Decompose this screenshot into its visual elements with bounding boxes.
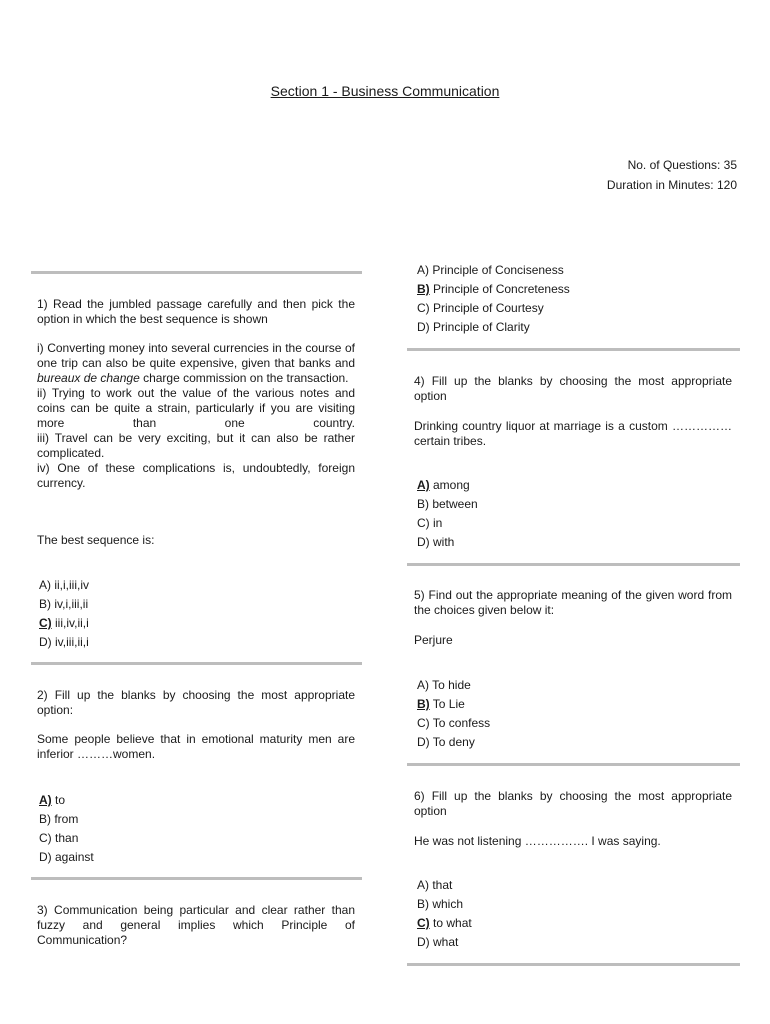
option-text: iv,i,iii,ii — [51, 597, 89, 611]
answer-option[interactable] — [417, 514, 735, 533]
answer-option[interactable] — [417, 933, 735, 952]
question-1-options — [39, 576, 357, 652]
option-letter: D) — [39, 850, 52, 864]
question-3-prompt: 3) Communication being particular and clear rather than fuzzy and general implies which Principle of Communication? — [37, 903, 355, 947]
option-text: iii,iv,ii,i — [51, 616, 89, 630]
question-5 — [414, 588, 732, 648]
question-2-sentence: Some people believe that in emotional maturity men are inferior ………women. — [37, 732, 355, 761]
option-letter: A) — [39, 793, 52, 807]
option-letter: D) — [417, 735, 430, 749]
question-3 — [37, 903, 355, 948]
option-text: from — [51, 812, 79, 826]
question-6-sentence: He was not listening ……………. I was saying. — [414, 834, 661, 848]
answer-option[interactable] — [39, 576, 357, 595]
divider — [407, 563, 740, 566]
answer-option[interactable] — [417, 299, 735, 318]
option-text: to — [51, 793, 66, 807]
divider — [31, 662, 362, 665]
option-text: To Lie — [429, 697, 465, 711]
answer-option[interactable] — [417, 495, 735, 514]
option-text: to what — [429, 916, 472, 930]
option-text: Principle of Courtesy — [429, 301, 544, 315]
option-text: To hide — [429, 678, 471, 692]
answer-option[interactable] — [417, 695, 735, 714]
question-2-options — [39, 791, 357, 867]
passage-i: i) Converting money into several currencies in the course of one trip can also be quite expensive, given that banks and bureaux de change charge commission on the transaction. — [37, 341, 355, 385]
answer-option[interactable] — [39, 848, 357, 867]
passage-iv: iv) One of these complications is, undoubtedly, foreign currency. — [37, 461, 355, 490]
divider — [407, 763, 740, 766]
option-text: with — [429, 535, 455, 549]
option-letter: B) — [417, 897, 429, 911]
answer-option[interactable] — [39, 614, 357, 633]
answer-option[interactable] — [39, 810, 357, 829]
divider — [407, 963, 740, 966]
questions-count: No. of Questions: 35 — [627, 158, 737, 172]
answer-option[interactable] — [417, 733, 735, 752]
question-4 — [414, 374, 732, 449]
passage-ii: ii) Trying to work out the value of the various notes and coins can be quite a strain, particularly if you are visiting more than one country. — [37, 386, 355, 430]
question-6 — [414, 789, 732, 849]
passage-iii: iii) Travel can be very exciting, but it can also be rather complicated. — [37, 431, 355, 460]
option-letter: C) — [417, 301, 430, 315]
question-2-prompt: 2) Fill up the blanks by choosing the most appropriate option: — [37, 688, 355, 717]
option-letter: C) — [39, 616, 52, 630]
answer-option[interactable] — [417, 914, 735, 933]
option-letter: B) — [417, 697, 430, 711]
question-5-options — [417, 676, 735, 752]
option-text: in — [429, 516, 443, 530]
option-text: Principle of Conciseness — [429, 263, 564, 277]
option-letter: A) — [417, 878, 429, 892]
option-letter: D) — [39, 635, 52, 649]
option-letter: A) — [39, 578, 51, 592]
option-text: To confess — [429, 716, 491, 730]
question-6-prompt: 6) Fill up the blanks by choosing the most appropriate option — [414, 789, 732, 818]
answer-option[interactable] — [417, 533, 735, 552]
option-text: among — [429, 478, 470, 492]
option-text: that — [429, 878, 453, 892]
question-1 — [37, 297, 355, 491]
option-letter: B) — [39, 597, 51, 611]
option-text: than — [51, 831, 79, 845]
answer-option[interactable] — [417, 280, 735, 299]
option-letter: B) — [417, 282, 430, 296]
question-4-sentence: Drinking country liquor at marriage is a custom …………… certain tribes. — [414, 419, 732, 448]
option-letter: A) — [417, 678, 429, 692]
answer-option[interactable] — [417, 476, 735, 495]
question-5-word: Perjure — [414, 633, 453, 647]
duration: Duration in Minutes: 120 — [606, 178, 737, 192]
question-1-stem: The best sequence is: — [37, 533, 155, 547]
option-letter: D) — [417, 535, 430, 549]
answer-option[interactable] — [417, 676, 735, 695]
answer-option[interactable] — [39, 829, 357, 848]
question-3-options — [417, 261, 735, 337]
answer-option[interactable] — [39, 595, 357, 614]
divider — [31, 877, 362, 880]
option-text: Principle of Clarity — [429, 320, 530, 334]
answer-option[interactable] — [417, 876, 735, 895]
option-letter: B) — [417, 497, 429, 511]
option-letter: C) — [39, 831, 52, 845]
answer-option[interactable] — [417, 318, 735, 337]
option-text: ii,i,iii,iv — [51, 578, 89, 592]
question-1-prompt: 1) Read the jumbled passage carefully and then pick the option in which the best sequence is shown — [37, 297, 355, 326]
option-letter: A) — [417, 478, 430, 492]
question-2 — [37, 688, 355, 762]
option-text: what — [429, 935, 459, 949]
question-4-prompt: 4) Fill up the blanks by choosing the most appropriate option — [414, 374, 732, 403]
answer-option[interactable] — [39, 791, 357, 810]
option-text: To deny — [429, 735, 475, 749]
answer-option[interactable] — [39, 633, 357, 652]
divider — [31, 271, 362, 274]
page-title: Section 1 - Business Communication — [270, 83, 500, 99]
option-text: which — [429, 897, 464, 911]
option-letter: A) — [417, 263, 429, 277]
question-6-options — [417, 876, 735, 952]
option-text: Principle of Concreteness — [429, 282, 570, 296]
answer-option[interactable] — [417, 895, 735, 914]
question-4-options — [417, 476, 735, 552]
divider — [407, 348, 740, 351]
answer-option[interactable] — [417, 714, 735, 733]
option-letter: C) — [417, 916, 430, 930]
option-letter: D) — [417, 320, 430, 334]
option-text: against — [51, 850, 94, 864]
option-text: between — [429, 497, 478, 511]
option-letter: D) — [417, 935, 430, 949]
option-letter: B) — [39, 812, 51, 826]
option-text: iv,iii,ii,i — [51, 635, 89, 649]
answer-option[interactable] — [417, 261, 735, 280]
option-letter: C) — [417, 716, 430, 730]
option-letter: C) — [417, 516, 430, 530]
question-5-prompt: 5) Find out the appropriate meaning of the given word from the choices given below it: — [414, 588, 732, 617]
